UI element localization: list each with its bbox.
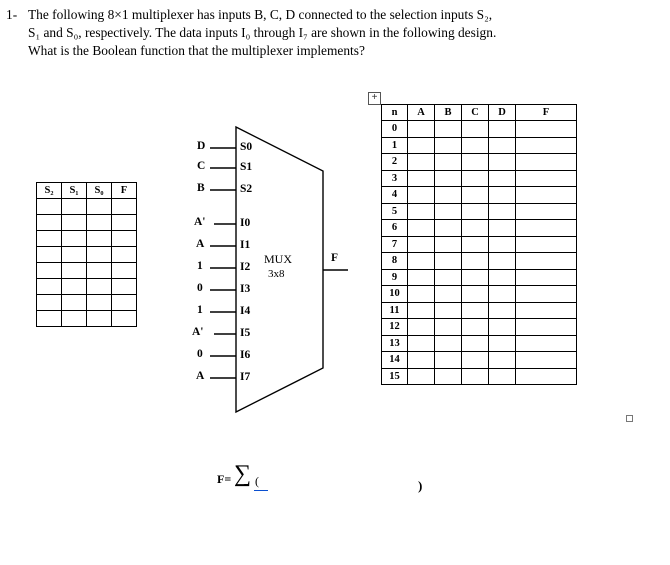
row-index: 11 [382, 302, 408, 319]
header-a: A [408, 105, 435, 121]
table-row [382, 220, 577, 237]
table-cell[interactable] [408, 319, 435, 336]
table-cell[interactable] [489, 368, 516, 385]
table-cell[interactable] [408, 220, 435, 237]
question-line-2: S₁ and S₀, respectively. The data inputs I₀ through I₇ are shown in the following design. [28, 25, 497, 40]
table-cell[interactable] [408, 352, 435, 369]
table-cell[interactable] [489, 319, 516, 336]
table-cell[interactable] [435, 286, 462, 303]
table-cell[interactable] [516, 187, 577, 204]
mux-size-label: 3x8 [268, 268, 285, 280]
table-cell[interactable] [435, 187, 462, 204]
sigma-symbol: ∑ [234, 461, 252, 487]
table-cell[interactable] [489, 137, 516, 154]
table-cell[interactable] [435, 319, 462, 336]
header-f: F [112, 183, 137, 199]
row-index: 0 [382, 121, 408, 138]
table-cell[interactable] [408, 187, 435, 204]
header-b: B [435, 105, 462, 121]
table-cell[interactable] [516, 203, 577, 220]
header-c: C [462, 105, 489, 121]
row-index: 5 [382, 203, 408, 220]
table-row [382, 203, 577, 220]
source-i1: A [196, 238, 205, 250]
question-line-3: What is the Boolean function that the multiplexer implements? [28, 43, 365, 58]
table-cell[interactable] [489, 220, 516, 237]
table-cell[interactable] [462, 253, 489, 270]
table-cell[interactable] [435, 368, 462, 385]
pin-i1: I1 [240, 239, 251, 251]
source-i7: A [196, 370, 205, 382]
row-index: 4 [382, 187, 408, 204]
pin-i0: I0 [240, 217, 251, 229]
table-cell[interactable] [435, 236, 462, 253]
table-cell[interactable] [408, 335, 435, 352]
question-number: 1- [6, 7, 18, 22]
source-i0: A' [194, 216, 206, 228]
table-cell[interactable] [516, 121, 577, 138]
table-row [382, 121, 577, 138]
table-cell[interactable] [435, 121, 462, 138]
table-cell[interactable] [408, 154, 435, 171]
table-cell[interactable] [462, 335, 489, 352]
source-i6: 0 [197, 348, 203, 360]
table-row [382, 154, 577, 171]
row-index: 3 [382, 170, 408, 187]
header-d: D [489, 105, 516, 121]
table-cell[interactable] [516, 170, 577, 187]
answer-cursor-underline [254, 490, 268, 491]
pin-i2: I2 [240, 261, 251, 273]
pin-s0: S0 [240, 141, 253, 153]
table-cell[interactable] [516, 154, 577, 171]
source-s1: C [197, 160, 206, 172]
table-cell[interactable] [489, 170, 516, 187]
table-cell[interactable] [435, 203, 462, 220]
pin-i7: I7 [240, 371, 251, 383]
table-cell[interactable] [489, 236, 516, 253]
table-cell[interactable] [489, 352, 516, 369]
table-cell[interactable] [408, 286, 435, 303]
table-cell[interactable] [516, 352, 577, 369]
table-row [382, 236, 577, 253]
table-cell[interactable] [516, 220, 577, 237]
table-cell[interactable] [462, 137, 489, 154]
table-cell[interactable] [462, 269, 489, 286]
header-s0: S₀ [87, 183, 112, 199]
answer-close-paren: ) [418, 478, 423, 493]
table-cell[interactable] [462, 302, 489, 319]
table-cell[interactable] [462, 203, 489, 220]
table-cell[interactable] [516, 319, 577, 336]
table-cell[interactable] [462, 236, 489, 253]
question-line-1: The following 8×1 multiplexer has inputs B, C, D connected to the selection inputs S₂, [28, 7, 493, 22]
row-index: 15 [382, 368, 408, 385]
table-cell[interactable] [435, 253, 462, 270]
table-cell[interactable] [435, 137, 462, 154]
table-cell[interactable] [462, 319, 489, 336]
row-index: 6 [382, 220, 408, 237]
table-cell[interactable] [516, 253, 577, 270]
table-row [382, 319, 577, 336]
table-cell[interactable] [516, 335, 577, 352]
table-row [382, 352, 577, 369]
answer-open-paren[interactable]: ( [255, 474, 259, 488]
pin-i5: I5 [240, 327, 251, 339]
header-f: F [516, 105, 577, 121]
source-i4: 1 [197, 304, 203, 316]
table-row [382, 269, 577, 286]
table-cell[interactable] [489, 253, 516, 270]
table-cell[interactable] [408, 137, 435, 154]
table-cell[interactable] [408, 203, 435, 220]
table-cell[interactable] [408, 269, 435, 286]
row-index: 14 [382, 352, 408, 369]
table-row [382, 302, 577, 319]
row-index: 2 [382, 154, 408, 171]
mux-label: MUX [264, 252, 293, 266]
table-cell[interactable] [516, 269, 577, 286]
table-cell[interactable] [489, 203, 516, 220]
table-cell[interactable] [435, 352, 462, 369]
row-index: 7 [382, 236, 408, 253]
table-cell[interactable] [462, 286, 489, 303]
source-s0: D [197, 140, 206, 152]
table-cell[interactable] [516, 302, 577, 319]
row-index: 13 [382, 335, 408, 352]
table-row [382, 335, 577, 352]
table-cell[interactable] [489, 302, 516, 319]
table-cell[interactable] [435, 269, 462, 286]
table-cell[interactable] [489, 154, 516, 171]
row-index: 1 [382, 137, 408, 154]
source-i5: A' [192, 326, 204, 338]
table-cell[interactable] [516, 286, 577, 303]
table-cell[interactable] [435, 302, 462, 319]
header-s1: S₁ [62, 183, 87, 199]
function-truth-table [381, 104, 577, 385]
table-expand-icon[interactable]: + [368, 92, 381, 105]
table-cell[interactable] [516, 368, 577, 385]
table-cell[interactable] [435, 170, 462, 187]
table-header-row [382, 105, 577, 121]
row-index: 10 [382, 286, 408, 303]
table-row [382, 137, 577, 154]
table-cell[interactable] [462, 154, 489, 171]
header-s2: S₂ [37, 183, 62, 199]
table-cell[interactable] [462, 368, 489, 385]
table-cell[interactable] [462, 187, 489, 204]
table-cell[interactable] [462, 220, 489, 237]
table-row [382, 170, 577, 187]
table-row [382, 187, 577, 204]
pin-i6: I6 [240, 349, 251, 361]
table-cell[interactable] [489, 121, 516, 138]
table-row [382, 286, 577, 303]
table-cell[interactable] [462, 170, 489, 187]
table-cell[interactable] [516, 236, 577, 253]
table-cell[interactable] [435, 154, 462, 171]
table-cell[interactable] [516, 137, 577, 154]
table-cell[interactable] [435, 335, 462, 352]
table-cell[interactable] [408, 302, 435, 319]
table-cell[interactable] [489, 187, 516, 204]
table-resize-handle[interactable] [626, 415, 633, 422]
answer-prefix: F= [217, 472, 232, 486]
table-cell[interactable] [489, 335, 516, 352]
row-index: 8 [382, 253, 408, 270]
table-cell[interactable] [408, 236, 435, 253]
output-label: F [331, 252, 339, 264]
table-cell[interactable] [435, 220, 462, 237]
table-cell[interactable] [489, 286, 516, 303]
source-i2: 1 [197, 260, 203, 272]
header-n: n [382, 105, 408, 121]
table-cell[interactable] [408, 368, 435, 385]
table-cell[interactable] [462, 121, 489, 138]
table-cell[interactable] [489, 269, 516, 286]
source-i3: 0 [197, 282, 203, 294]
table-cell[interactable] [408, 121, 435, 138]
pin-s1: S1 [240, 161, 253, 173]
table-row [382, 253, 577, 270]
row-index: 9 [382, 269, 408, 286]
table-cell[interactable] [408, 170, 435, 187]
pin-s2: S2 [240, 183, 253, 195]
pin-i3: I3 [240, 283, 251, 295]
table-cell[interactable] [408, 253, 435, 270]
pin-i4: I4 [240, 305, 251, 317]
table-cell[interactable] [462, 352, 489, 369]
table-row [382, 368, 577, 385]
source-s2: B [197, 182, 205, 194]
row-index: 12 [382, 319, 408, 336]
